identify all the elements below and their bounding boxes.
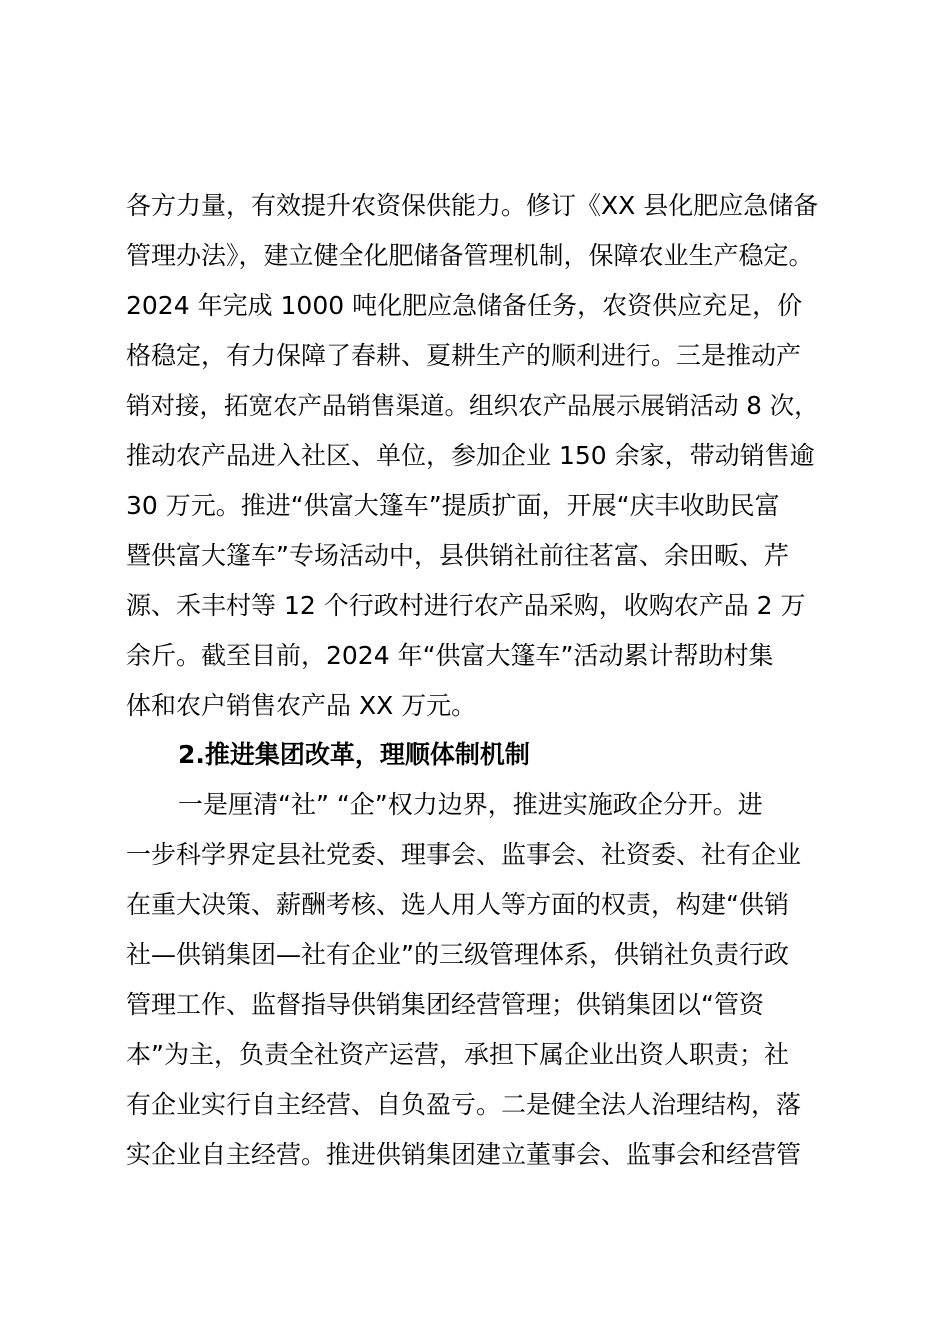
paragraph-line: 格稳定，有力保障了春耕、夏耕生产的顺利进行。三是推动产 — [126, 341, 802, 370]
paragraph-line: 体和农户销售农产品 XX 万元。 — [126, 691, 477, 720]
paragraph-line: 有企业实行自主经营、自负盈亏。二是健全法人治理结构，落 — [126, 1090, 802, 1119]
paragraph-line: 余斤。截至目前，2024 年“供富大篷车”活动累计帮助村集 — [126, 641, 774, 670]
paragraph-line: 销对接，拓宽农产品销售渠道。组织农产品展示展销活动 8 次， — [126, 391, 819, 420]
paragraph-line: 暨供富大篷车”专场活动中，县供销社前往茗富、余田畈、芹 — [126, 541, 789, 570]
paragraph-line: 一是厘清“社” “企”权力边界，推进实施政企分开。进 — [178, 790, 763, 819]
paragraph-line: 各方力量，有效提升农资保供能力。修订《XX 县化肥应急储备 — [126, 191, 819, 220]
paragraph-line: 本”为主，负责全社资产运营，承担下属企业出资人职责；社 — [126, 1040, 789, 1069]
paragraph-line: 社—供销集团—社有企业”的三级管理体系，供销社负责行政 — [126, 940, 789, 969]
paragraph-line: 管理工作、监督指导供销集团经营管理；供销集团以“管资 — [126, 990, 764, 1019]
paragraph-line: 2024 年完成 1000 吨化肥应急储备任务，农资供应充足，价 — [126, 291, 803, 320]
paragraph-line: 在重大决策、薪酬考核、选人用人等方面的权责，构建“供销 — [126, 890, 789, 919]
paragraph-line: 管理办法》，建立健全化肥储备管理机制，保障农业生产稳定。 — [126, 241, 814, 270]
paragraph-line: 实企业自主经营。推进供销集团建立董事会、监事会和经营管 — [126, 1140, 802, 1169]
section-heading: 2.推进集团改革，理顺体制机制 — [178, 740, 530, 769]
paragraph-line: 推动农产品进入社区、单位，参加企业 150 余家，带动销售逾 — [126, 441, 815, 470]
paragraph-line: 一步科学界定县社党委、理事会、监事会、社资委、社有企业 — [126, 840, 802, 869]
paragraph-line: 30 万元。推进“供富大篷车”提质扩面，开展“庆丰收助民富 — [126, 491, 780, 520]
paragraph-line: 源、禾丰村等 12 个行政村进行农产品采购，收购农产品 2 万 — [126, 591, 806, 620]
